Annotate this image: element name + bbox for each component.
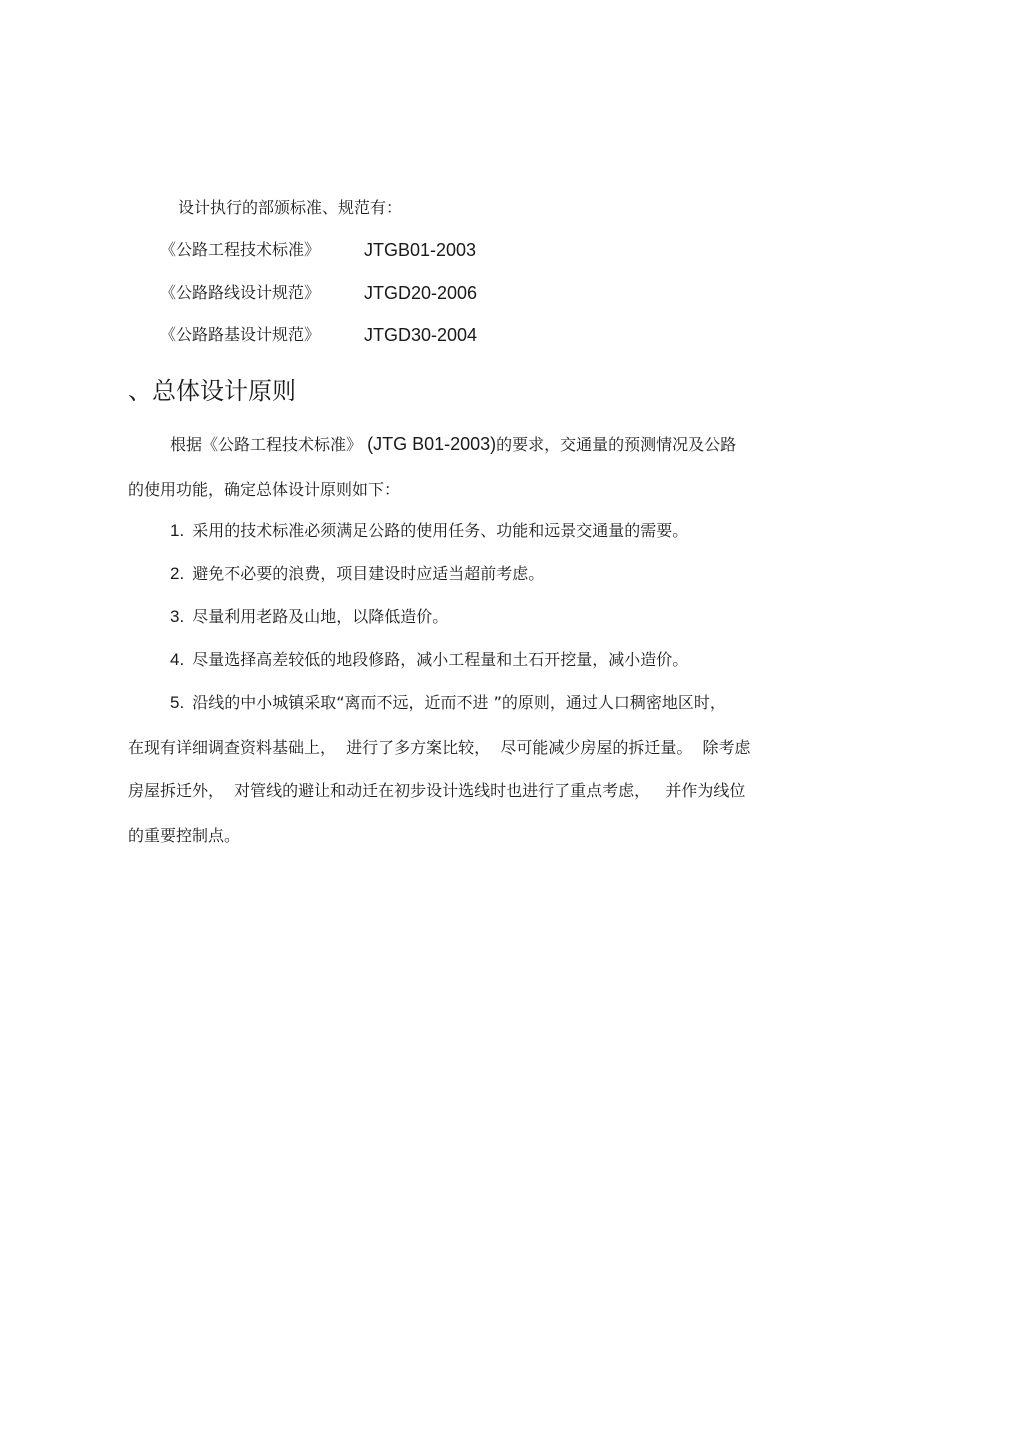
- list-item: [170, 650, 688, 670]
- intro-text: 设计执行的部颁标准、规范有：: [178, 198, 403, 217]
- paragraph-text: 根据《公路工程技术标准》: [170, 435, 363, 454]
- standard-reference: (JTG B01-2003): [367, 434, 497, 454]
- paragraph-line: 在现有详细调查资料基础上， 进行了多方案比较， 尽可能减少房屋的拆迁量。 除考虑: [128, 738, 751, 757]
- standard-name: 《公路路线设计规范》: [160, 283, 321, 302]
- paragraph-line: 的重要控制点。: [128, 826, 241, 845]
- paragraph-line: 的使用功能，确定总体设计原则如下：: [128, 480, 401, 499]
- item-number: 5.: [170, 693, 185, 712]
- item-text: 采用的技术标准必须满足公路的使用任务、功能和远景交通量的需要。: [192, 521, 689, 540]
- item-number: 3.: [170, 607, 185, 626]
- paragraph-line: [170, 434, 736, 455]
- item-number: 4.: [170, 650, 185, 669]
- standard-name: 《公路工程技术标准》: [160, 240, 321, 259]
- section-heading: 、总体设计原则: [128, 377, 296, 405]
- list-item: [170, 607, 448, 627]
- item-text: 尽量选择高差较低的地段修路，减小工程量和土石开挖量，减小造价。: [192, 650, 689, 669]
- list-item: [170, 693, 726, 713]
- item-text: 沿线的中小城镇采取“离而不远，近而不进 ”的原则，通过人口稠密地区时，: [192, 693, 726, 712]
- standard-name: 《公路路基设计规范》: [160, 325, 321, 344]
- item-number: 1.: [170, 521, 185, 540]
- paragraph-text: 的要求，交通量的预测情况及公路: [496, 435, 737, 454]
- standard-code: JTGD20-2006: [364, 283, 478, 303]
- list-item: [170, 564, 544, 584]
- paragraph-line: 房屋拆迁外， 对管线的避让和动迁在初步设计选线时也进行了重点考虑， 并作为线位: [128, 781, 746, 800]
- item-number: 2.: [170, 564, 185, 583]
- standard-code: JTGB01-2003: [364, 240, 477, 260]
- standard-code: JTGD30-2004: [364, 325, 478, 345]
- item-text: 避免不必要的浪费，项目建设时应适当超前考虑。: [192, 564, 545, 583]
- item-text: 尽量利用老路及山地，以降低造价。: [192, 607, 449, 626]
- list-item: [170, 521, 688, 541]
